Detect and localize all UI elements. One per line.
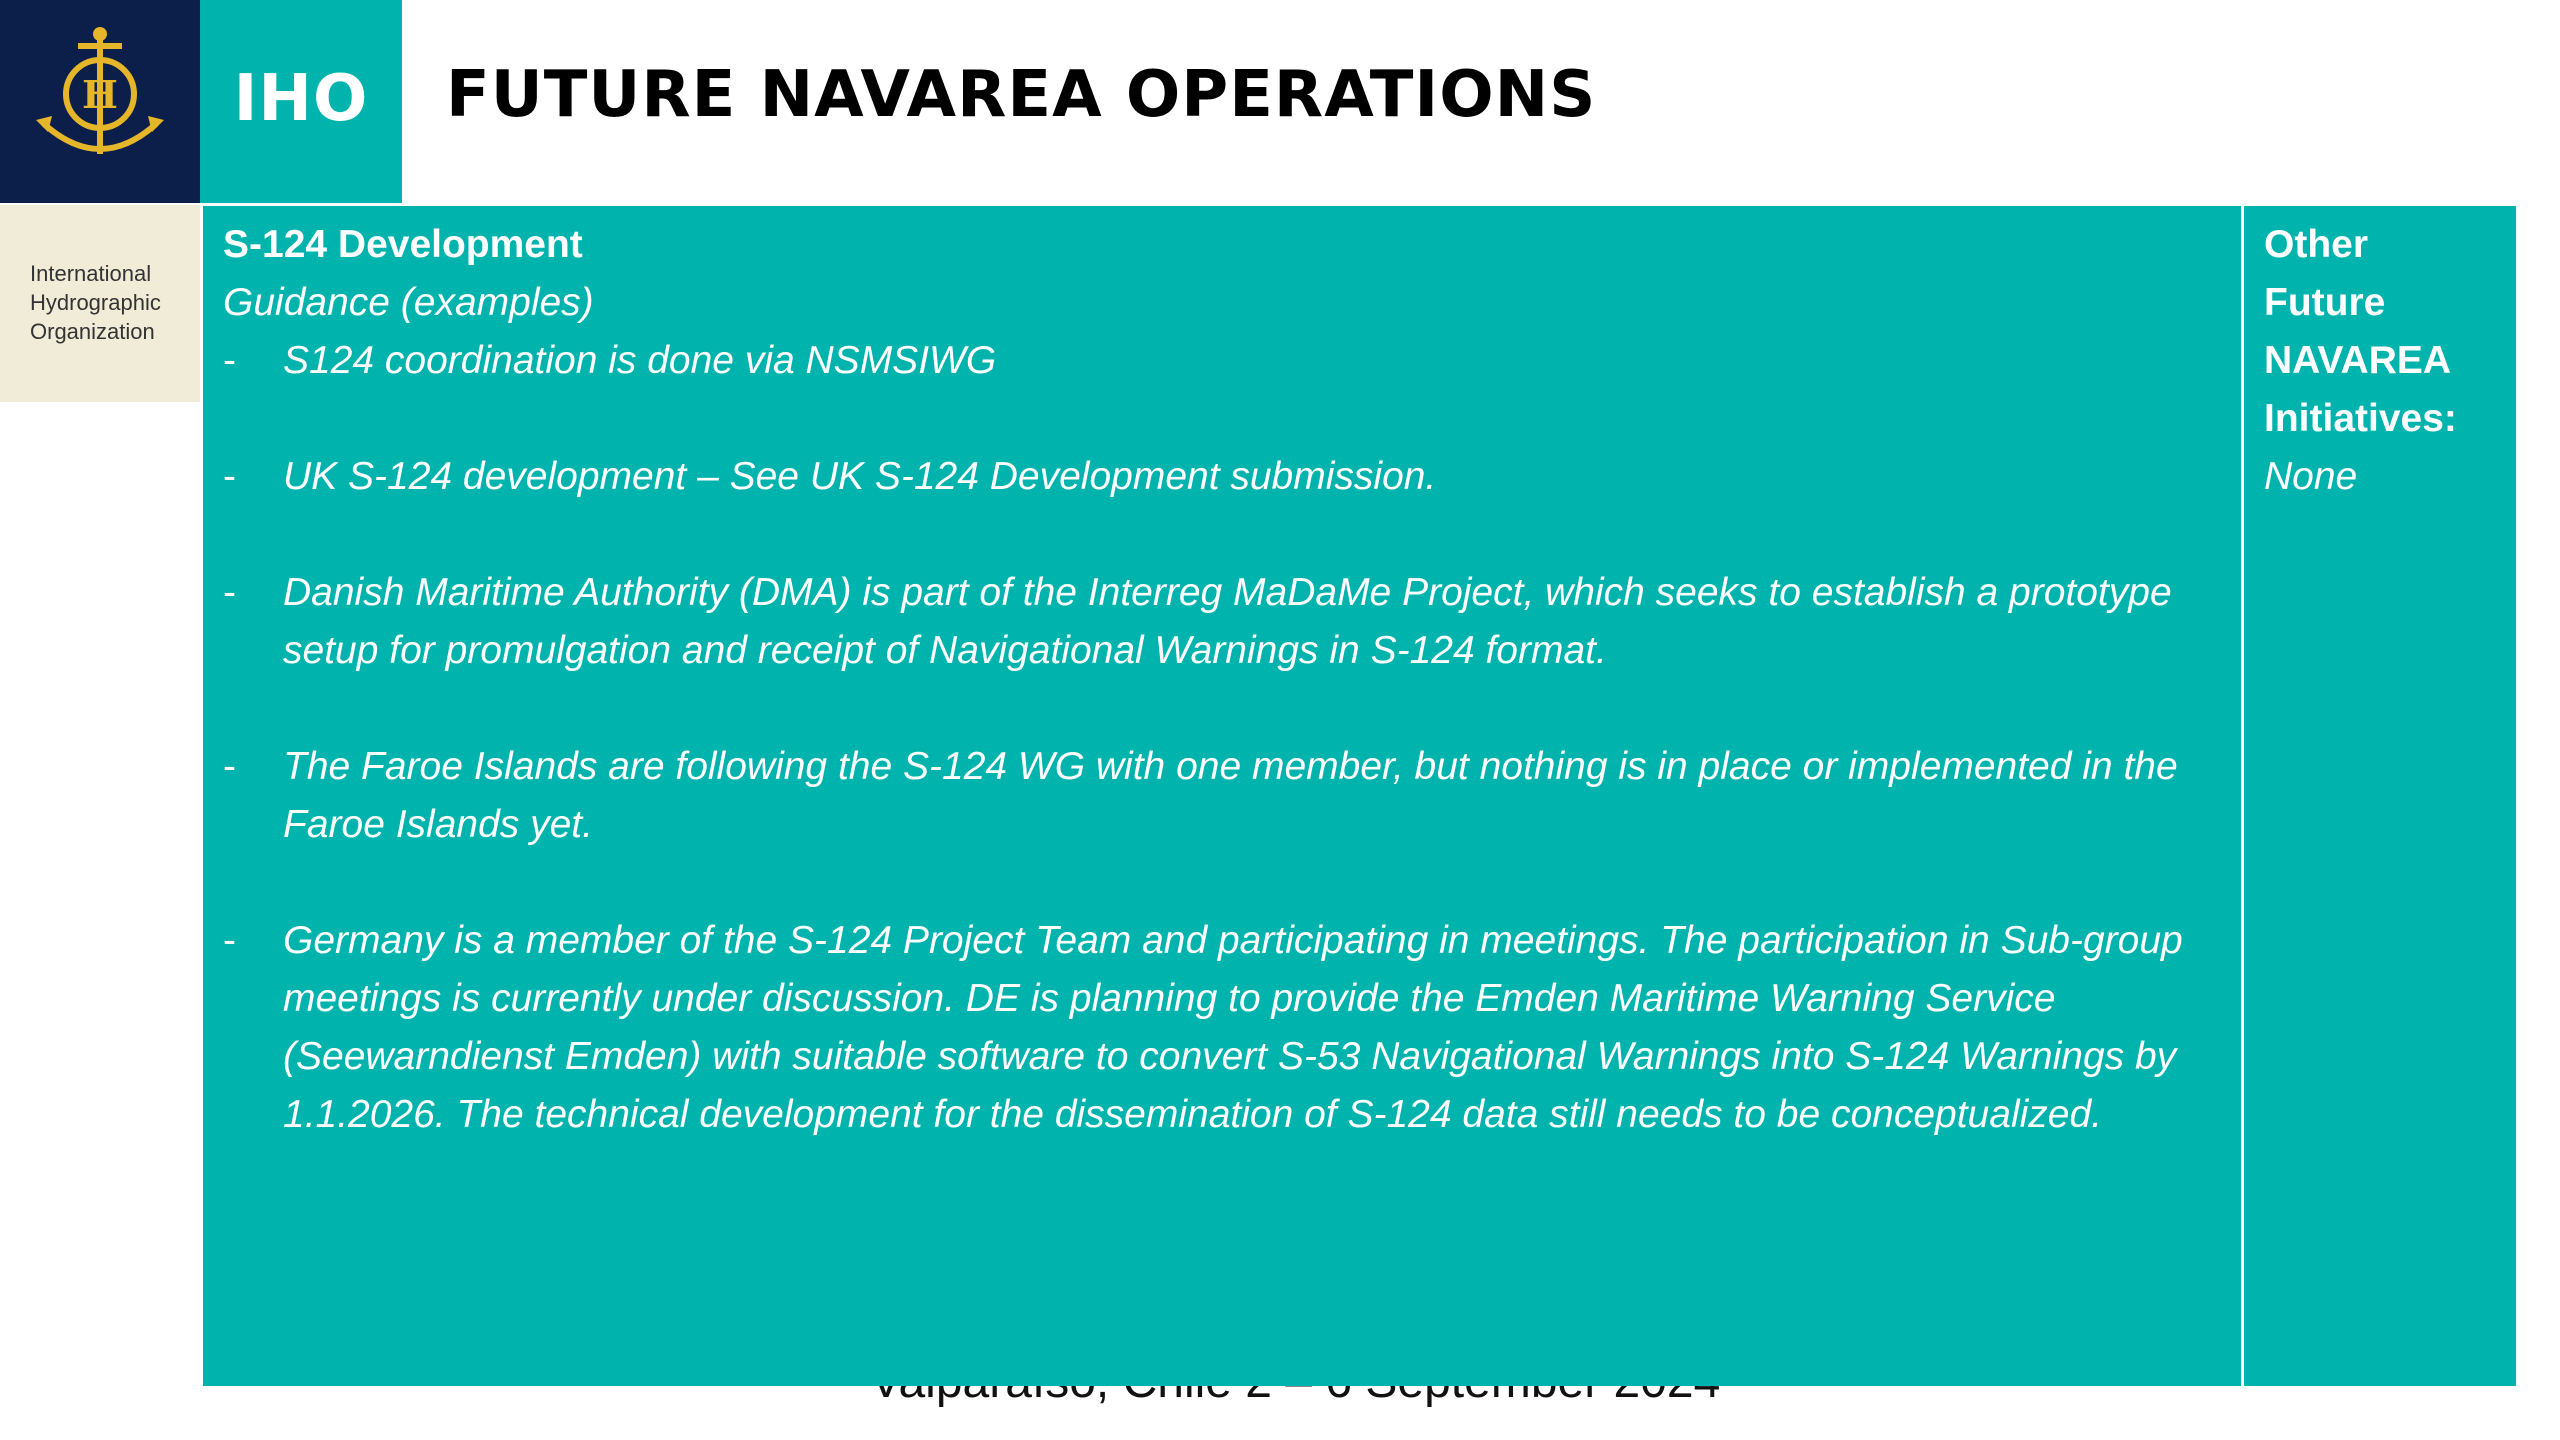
org-line-1: International: [30, 261, 152, 286]
side-heading-line-1: Other: [2264, 223, 2369, 266]
bullet-text: Danish Maritime Authority (DMA) is part of the Interreg MaDaMe Project, which seeks to establish a prototype setup for promulgation and receipt of Navigational Warnings in S-124 format.: [283, 571, 2172, 672]
list-item: [223, 738, 2219, 854]
list-item: [223, 564, 2219, 680]
bullet-list: [223, 332, 2219, 1144]
bullet-text: S124 coordination is done via NSMSIWG: [283, 339, 997, 382]
bullet-text: Germany is a member of the S-124 Project Team and participating in meetings. The participation in Sub-group meetings is currently under discussion. DE is planning to provide the Emden Maritime Warning Service (Seewarndienst Emden) with suitable software to convert S-53 Navigational Warnings into S-124 Warnings by 1.1.2026. The technical development for the dissemination of S-124 data still needs to be conceptualized.: [283, 919, 2183, 1136]
iho-logo: [0, 0, 200, 203]
bullet-dash: -: [223, 745, 236, 788]
list-item: [223, 448, 2219, 506]
panel-subheading: Guidance (examples): [223, 281, 594, 324]
svg-text:H: H: [82, 72, 118, 117]
bullet-text: The Faroe Islands are following the S-124 WG with one member, but nothing is in place or implemented in the Faroe Islands yet.: [283, 745, 2178, 846]
bullet-dash: -: [223, 919, 236, 962]
bullet-text: UK S-124 development – See UK S-124 Development submission.: [283, 455, 1437, 498]
bullet-dash: -: [223, 571, 236, 614]
side-heading-line-3: NAVAREA: [2264, 339, 2452, 382]
bullet-dash: -: [223, 339, 236, 382]
bullet-dash: -: [223, 455, 236, 498]
organization-name-box: [0, 205, 200, 402]
org-line-3: Organization: [30, 319, 155, 344]
panel-heading: S-124 Development: [223, 223, 583, 266]
iho-label: IHO: [233, 62, 369, 136]
side-value: None: [2264, 455, 2358, 498]
side-heading-line-2: Future: [2264, 281, 2386, 324]
other-initiatives-panel: [2244, 206, 2516, 1386]
anchor-emblem-icon: [22, 24, 178, 174]
side-heading-line-4: Initiatives:: [2264, 397, 2457, 440]
iho-label-box: [200, 0, 402, 203]
list-item: [223, 912, 2219, 1144]
s124-development-panel: [203, 206, 2241, 1386]
page-title: FUTURE NAVAREA OPERATIONS: [446, 58, 1597, 132]
org-line-2: Hydrographic: [30, 290, 161, 315]
list-item: [223, 332, 2219, 390]
